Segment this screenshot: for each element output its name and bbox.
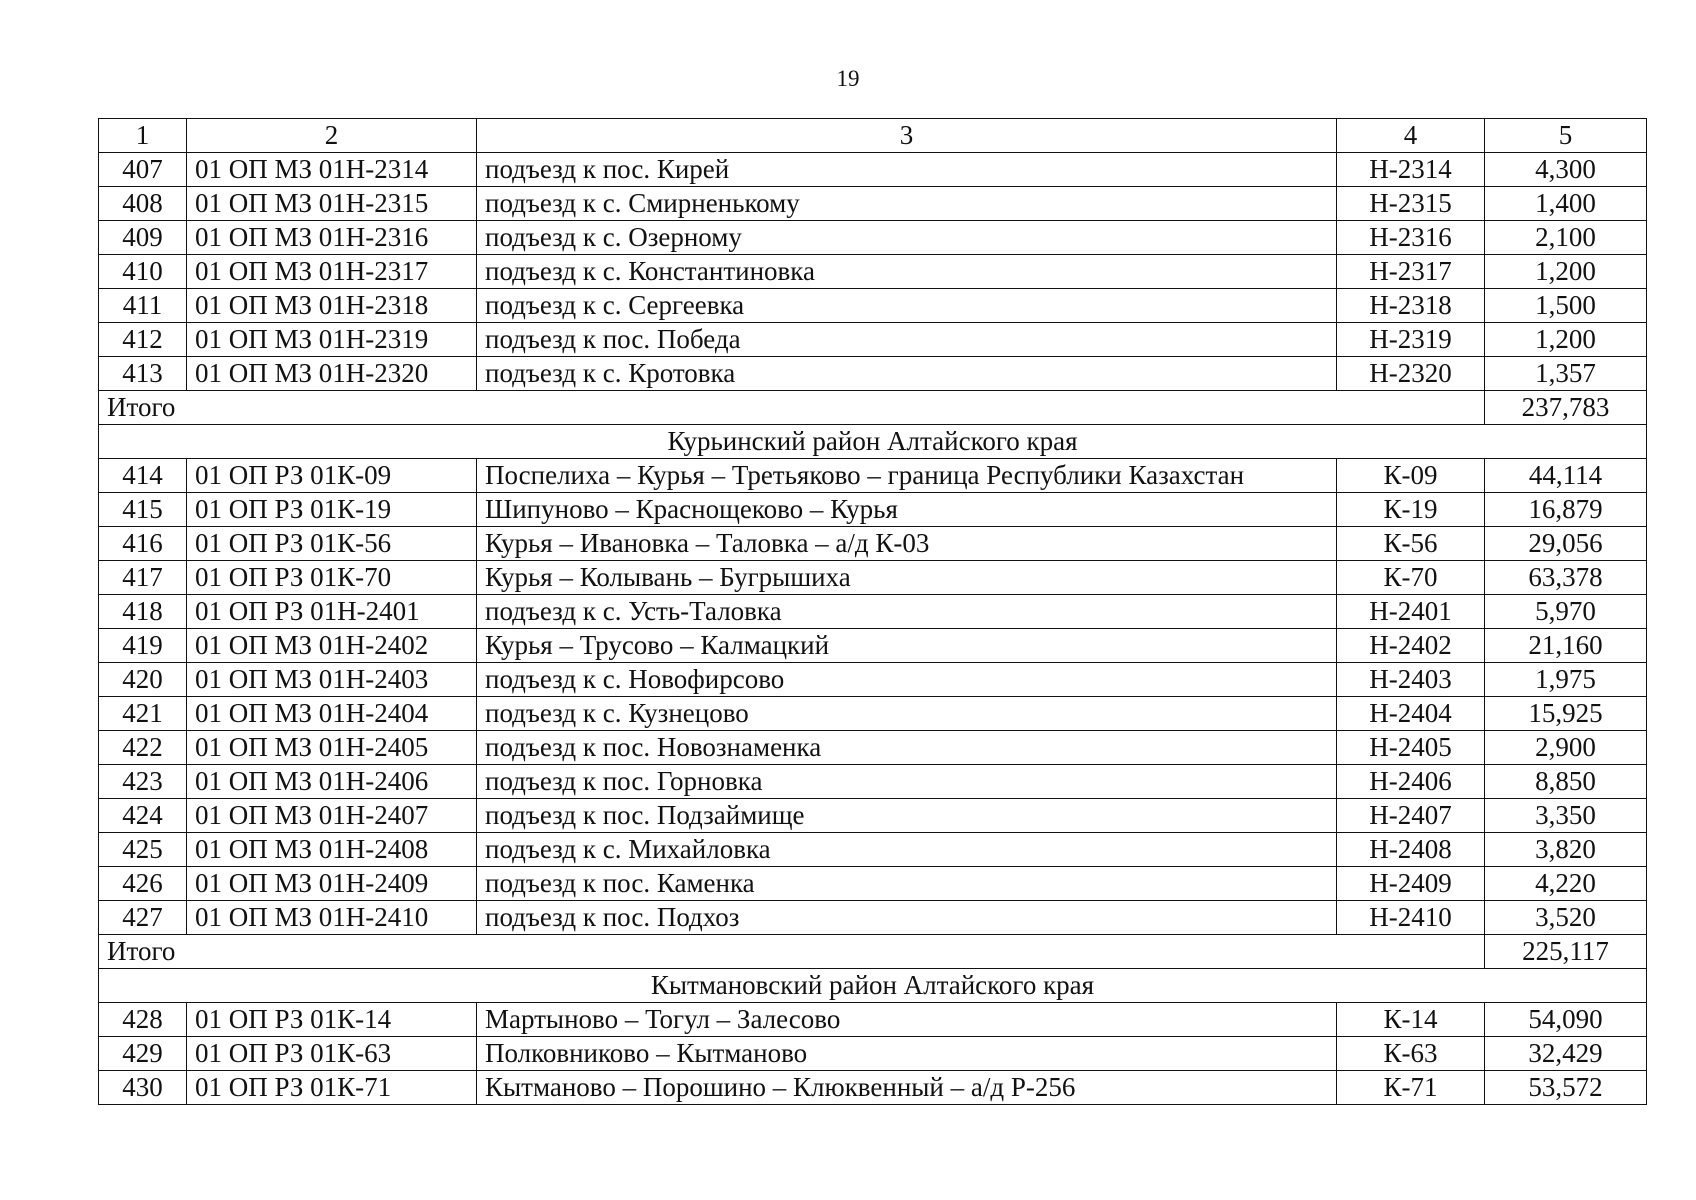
road-length-cell: 3,350 [1485,799,1647,833]
total-value: 237,783 [1485,391,1647,425]
table-row [99,901,1647,935]
road-id-cell: 01 ОП МЗ 01Н-2410 [187,901,477,935]
row-number-cell: 411 [99,289,187,323]
row-number-cell: 423 [99,765,187,799]
total-row [99,935,1647,969]
row-number-cell: 418 [99,595,187,629]
road-code-cell: Н-2407 [1337,799,1485,833]
table-row [99,697,1647,731]
road-length-cell: 54,090 [1485,1003,1647,1037]
roads-table [98,118,1647,1105]
road-name-cell: подъезд к с. Озерному [477,221,1337,255]
row-number-cell: 426 [99,867,187,901]
road-name-cell: Курья – Трусово – Калмацкий [477,629,1337,663]
table-row [99,323,1647,357]
road-code-cell: Н-2314 [1337,153,1485,187]
road-name-cell: подъезд к с. Михайловка [477,833,1337,867]
road-id-cell: 01 ОП РЗ 01К-63 [187,1037,477,1071]
row-number-cell: 421 [99,697,187,731]
road-name-cell: подъезд к с. Сергеевка [477,289,1337,323]
table-row [99,595,1647,629]
road-id-cell: 01 ОП МЗ 01Н-2320 [187,357,477,391]
road-code-cell: Н-2410 [1337,901,1485,935]
road-id-cell: 01 ОП РЗ 01К-70 [187,561,477,595]
road-name-cell: Курья – Ивановка – Таловка – а/д К-03 [477,527,1337,561]
road-code-cell: Н-2403 [1337,663,1485,697]
table-row [99,153,1647,187]
row-number-cell: 416 [99,527,187,561]
road-length-cell: 63,378 [1485,561,1647,595]
road-id-cell: 01 ОП РЗ 01Н-2401 [187,595,477,629]
road-code-cell: Н-2404 [1337,697,1485,731]
road-code-cell: Н-2316 [1337,221,1485,255]
table-row [99,867,1647,901]
row-number-cell: 429 [99,1037,187,1071]
road-id-cell: 01 ОП МЗ 01Н-2408 [187,833,477,867]
section-title: Курьинский район Алтайского края [99,425,1647,459]
road-length-cell: 2,900 [1485,731,1647,765]
table-row [99,833,1647,867]
road-code-cell: Н-2401 [1337,595,1485,629]
road-code-cell: К-71 [1337,1071,1485,1105]
road-id-cell: 01 ОП МЗ 01Н-2405 [187,731,477,765]
row-number-cell: 410 [99,255,187,289]
road-length-cell: 1,500 [1485,289,1647,323]
row-number-cell: 407 [99,153,187,187]
row-number-cell: 425 [99,833,187,867]
roads-table-body [99,119,1647,1105]
road-code-cell: Н-2408 [1337,833,1485,867]
header-row [99,119,1647,153]
table-row [99,1071,1647,1105]
road-code-cell: К-63 [1337,1037,1485,1071]
road-id-cell: 01 ОП МЗ 01Н-2318 [187,289,477,323]
road-id-cell: 01 ОП МЗ 01Н-2406 [187,765,477,799]
road-id-cell: 01 ОП РЗ 01К-19 [187,493,477,527]
row-number-cell: 430 [99,1071,187,1105]
road-length-cell: 5,970 [1485,595,1647,629]
road-length-cell: 16,879 [1485,493,1647,527]
road-length-cell: 2,100 [1485,221,1647,255]
total-label: Итого [99,935,1485,969]
road-name-cell: Кытманово – Порошино – Клюквенный – а/д Р-256 [477,1071,1337,1105]
road-name-cell: подъезд к с. Смирненькому [477,187,1337,221]
road-length-cell: 3,820 [1485,833,1647,867]
road-length-cell: 32,429 [1485,1037,1647,1071]
row-number-cell: 408 [99,187,187,221]
road-name-cell: подъезд к с. Константиновка [477,255,1337,289]
total-value: 225,117 [1485,935,1647,969]
row-number-cell: 422 [99,731,187,765]
road-name-cell: подъезд к пос. Подзаймище [477,799,1337,833]
road-length-cell: 4,220 [1485,867,1647,901]
road-name-cell: Шипуново – Краснощеково – Курья [477,493,1337,527]
road-code-cell: Н-2402 [1337,629,1485,663]
header-cell-5: 5 [1485,119,1647,153]
row-number-cell: 428 [99,1003,187,1037]
road-length-cell: 1,200 [1485,323,1647,357]
road-code-cell: Н-2320 [1337,357,1485,391]
section-row [99,425,1647,459]
road-id-cell: 01 ОП РЗ 01К-14 [187,1003,477,1037]
table-row [99,221,1647,255]
road-id-cell: 01 ОП МЗ 01Н-2404 [187,697,477,731]
road-name-cell: подъезд к пос. Каменка [477,867,1337,901]
table-row [99,255,1647,289]
table-row [99,1003,1647,1037]
table-row [99,1037,1647,1071]
table-row [99,289,1647,323]
header-cell-1: 1 [99,119,187,153]
road-code-cell: Н-2405 [1337,731,1485,765]
road-name-cell: подъезд к с. Новофирсово [477,663,1337,697]
row-number-cell: 427 [99,901,187,935]
road-name-cell: подъезд к пос. Победа [477,323,1337,357]
row-number-cell: 409 [99,221,187,255]
road-length-cell: 29,056 [1485,527,1647,561]
road-id-cell: 01 ОП РЗ 01К-09 [187,459,477,493]
road-id-cell: 01 ОП МЗ 01Н-2314 [187,153,477,187]
road-code-cell: К-70 [1337,561,1485,595]
total-row [99,391,1647,425]
row-number-cell: 424 [99,799,187,833]
row-number-cell: 413 [99,357,187,391]
road-code-cell: К-19 [1337,493,1485,527]
road-name-cell: подъезд к с. Усть-Таловка [477,595,1337,629]
road-code-cell: Н-2409 [1337,867,1485,901]
road-code-cell: К-09 [1337,459,1485,493]
road-id-cell: 01 ОП МЗ 01Н-2317 [187,255,477,289]
table-row [99,357,1647,391]
road-name-cell: Полковниково – Кытманово [477,1037,1337,1071]
road-name-cell: подъезд к пос. Горновка [477,765,1337,799]
road-name-cell: Поспелиха – Курья – Третьяково – граница Республики Казахстан [477,459,1337,493]
road-id-cell: 01 ОП МЗ 01Н-2407 [187,799,477,833]
road-length-cell: 44,114 [1485,459,1647,493]
road-code-cell: К-14 [1337,1003,1485,1037]
road-length-cell: 1,357 [1485,357,1647,391]
table-row [99,799,1647,833]
road-name-cell: Курья – Колывань – Бугрышиха [477,561,1337,595]
road-code-cell: К-56 [1337,527,1485,561]
table-row [99,527,1647,561]
section-title: Кытмановский район Алтайского края [99,969,1647,1003]
row-number-cell: 417 [99,561,187,595]
table-row [99,731,1647,765]
road-code-cell: Н-2315 [1337,187,1485,221]
page-number: 19 [836,66,860,91]
road-length-cell: 21,160 [1485,629,1647,663]
row-number-cell: 419 [99,629,187,663]
row-number-cell: 412 [99,323,187,357]
road-length-cell: 1,200 [1485,255,1647,289]
road-id-cell: 01 ОП РЗ 01К-71 [187,1071,477,1105]
row-number-cell: 415 [99,493,187,527]
road-length-cell: 3,520 [1485,901,1647,935]
table-row [99,493,1647,527]
road-id-cell: 01 ОП МЗ 01Н-2402 [187,629,477,663]
road-id-cell: 01 ОП МЗ 01Н-2315 [187,187,477,221]
road-code-cell: Н-2319 [1337,323,1485,357]
table-row [99,765,1647,799]
road-name-cell: подъезд к пос. Кирей [477,153,1337,187]
row-number-cell: 420 [99,663,187,697]
row-number-cell: 414 [99,459,187,493]
road-length-cell: 53,572 [1485,1071,1647,1105]
road-id-cell: 01 ОП МЗ 01Н-2319 [187,323,477,357]
table-row [99,187,1647,221]
road-length-cell: 4,300 [1485,153,1647,187]
road-length-cell: 15,925 [1485,697,1647,731]
road-name-cell: подъезд к пос. Подхоз [477,901,1337,935]
road-code-cell: Н-2317 [1337,255,1485,289]
table-row [99,629,1647,663]
road-name-cell: подъезд к с. Кротовка [477,357,1337,391]
section-row [99,969,1647,1003]
road-id-cell: 01 ОП МЗ 01Н-2316 [187,221,477,255]
table-row [99,561,1647,595]
road-name-cell: Мартыново – Тогул – Залесово [477,1003,1337,1037]
header-cell-3: 3 [477,119,1337,153]
table-row [99,663,1647,697]
road-code-cell: Н-2318 [1337,289,1485,323]
road-length-cell: 1,400 [1485,187,1647,221]
road-length-cell: 1,975 [1485,663,1647,697]
road-id-cell: 01 ОП МЗ 01Н-2403 [187,663,477,697]
header-cell-2: 2 [187,119,477,153]
road-id-cell: 01 ОП РЗ 01К-56 [187,527,477,561]
total-label: Итого [99,391,1485,425]
road-length-cell: 8,850 [1485,765,1647,799]
road-code-cell: Н-2406 [1337,765,1485,799]
road-id-cell: 01 ОП МЗ 01Н-2409 [187,867,477,901]
header-cell-4: 4 [1337,119,1485,153]
road-name-cell: подъезд к пос. Новознаменка [477,731,1337,765]
table-row [99,459,1647,493]
road-name-cell: подъезд к с. Кузнецово [477,697,1337,731]
